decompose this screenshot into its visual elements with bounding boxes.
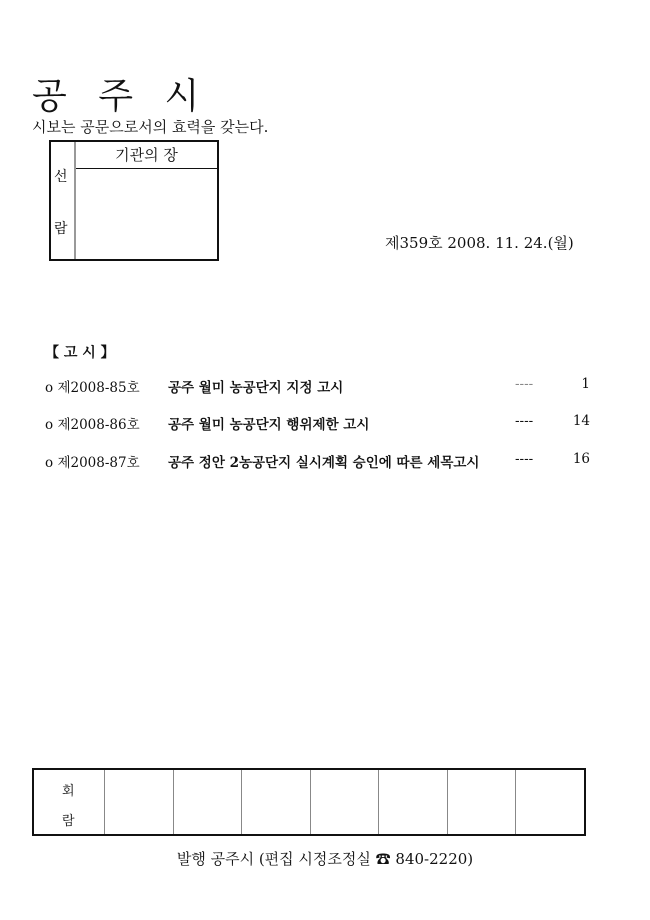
review-label-bottom: 람 (62, 814, 75, 829)
review-box (32, 768, 586, 836)
notice-item[interactable] (45, 376, 590, 396)
notice-page: 1 (581, 376, 590, 392)
leader-dashes: ---- (515, 451, 534, 467)
notice-item[interactable] (45, 413, 590, 433)
approval-side-bottom: 람 (54, 221, 68, 237)
review-cell (515, 770, 584, 834)
notice-number: o 제2008-86호 (45, 417, 140, 433)
review-cell (241, 770, 310, 834)
approval-header: 기관의 장 (76, 142, 217, 169)
leader-dashes: ---- (515, 376, 534, 392)
notice-page: 14 (572, 413, 590, 429)
leader-dashes: ---- (515, 413, 534, 429)
review-cell (104, 770, 173, 834)
subtitle: 시보는 공문으로서의 효력을 갖는다. (32, 118, 269, 136)
notice-title[interactable]: 공주 월미 농공단지 행위제한 고시 (168, 417, 370, 433)
notice-number: o 제2008-85호 (45, 380, 140, 396)
section-heading: 【 고 시 】 (45, 345, 115, 361)
review-label (34, 770, 104, 834)
review-cell (378, 770, 447, 834)
page-title: 공 주 시 (32, 76, 210, 117)
issue-number-date: 제359호 2008. 11. 24.(월) (385, 234, 574, 252)
notice-title[interactable]: 공주 월미 농공단지 지정 고시 (168, 380, 344, 396)
review-label-top: 회 (62, 784, 75, 799)
notice-title[interactable]: 공주 정안 2농공단지 실시계획 승인에 따른 세목고시 (168, 455, 480, 471)
review-cell (173, 770, 242, 834)
approval-side-top: 선 (54, 169, 68, 185)
approval-box (49, 140, 219, 261)
notice-page: 16 (572, 451, 590, 467)
review-cell (447, 770, 516, 834)
notice-item[interactable] (45, 451, 590, 471)
approval-side-label (51, 142, 76, 259)
publisher-footer: 발행 공주시 (편집 시정조정실 ☎ 840-2220) (176, 850, 474, 868)
review-cell (310, 770, 379, 834)
notice-number: o 제2008-87호 (45, 455, 140, 471)
